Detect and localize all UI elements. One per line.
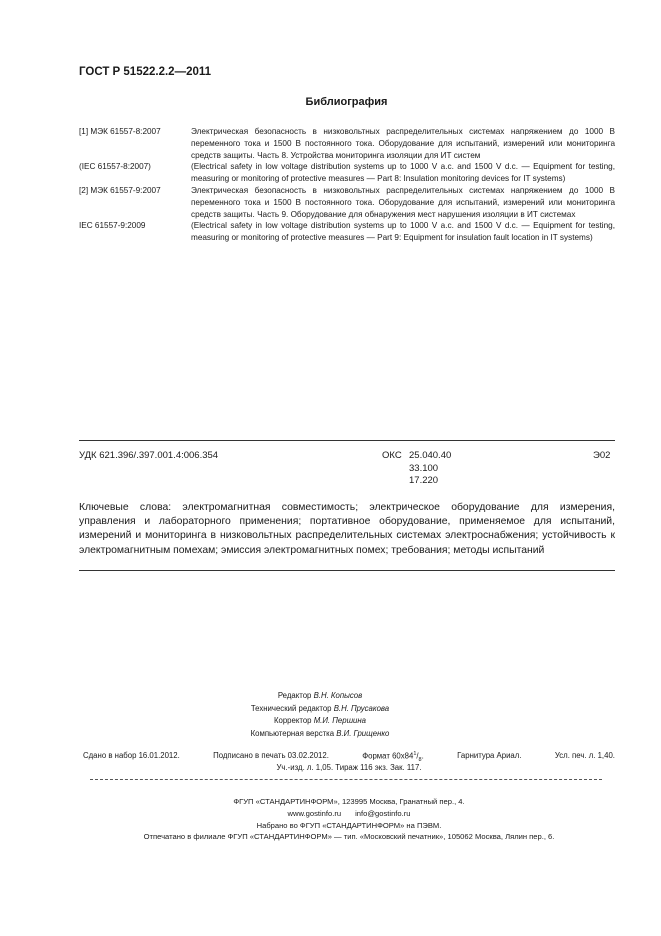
staff-name: В.Н. Прусакова — [333, 703, 390, 713]
staff-line — [160, 715, 480, 728]
sent-date: Сдано в набор 16.01.2012. — [83, 751, 180, 760]
staff-line — [160, 728, 480, 741]
top-rule — [79, 440, 615, 441]
bibliography-text: Электрическая безопасность в низковольтных распределительных системах напряжением до 1000 В переменного тока и 1500 В постоянного тока. Оборудование для испытаний, измерений или мониторинга средств защиты. Часть 8. Устройства мониторинга изоляции для ИТ систем — [191, 127, 615, 160]
udk-code: УДК 621.396/.397.001.4:006.354 — [79, 450, 219, 461]
bibliography-entry — [79, 220, 615, 244]
bibliography-title: Библиография — [305, 96, 388, 108]
staff-name: М.И. Першина — [313, 716, 367, 725]
printed-note: Отпечатано в филиале ФГУП «СТАНДАРТИНФОРМ» — тип. «Московский печатник», 105062 Москва, Лялин пер., 6. — [143, 832, 555, 842]
oks-code: 25.040.40 — [409, 450, 452, 461]
bibliography-text: Электрическая безопасность в низковольтных распределительных системах напряжением до 1000 В переменного тока и 1500 В постоянного тока. Оборудование для испытаний, измерений или мониторинга средств защиты. Часть 9. Оборудование для обнаружения мест нарушения изоляции в ИТ системах — [191, 185, 615, 219]
staff-role: Технический редактор — [250, 703, 332, 713]
bibliography-text: (Electrical safety in low voltage distribution systems up to 1000 V a.c. and 1500 V d.c. — Equipment for testing, measuring or monitoring of protective measures — Part 9: Equipment for insulation fault location in IT systems) — [191, 221, 615, 243]
publishing-line-2: Уч.-изд. л. 1,05. Тираж 116 экз. Зак. 117. — [276, 763, 422, 772]
bibliography-key: (IEC 61557-8:2007) — [79, 162, 151, 172]
staff-line — [160, 690, 480, 703]
oks-codes — [409, 450, 451, 488]
staff-name: В.Н. Копысов — [313, 691, 363, 700]
standard-number: ГОСТ Р 51522.2.2—2011 — [79, 66, 212, 78]
signed-date: Подписано в печать 03.02.2012. — [213, 751, 329, 760]
print-sheets: Усл. печ. л. 1,40. — [554, 751, 615, 760]
e-code: Э02 — [593, 450, 611, 461]
website-link[interactable]: www.gostinfo.ru — [287, 808, 342, 818]
typeset-note: Набрано во ФГУП «СТАНДАРТИНФОРМ» на ПЭВМ. — [256, 820, 442, 830]
staff-role: Редактор — [277, 691, 312, 700]
bibliography-entry — [79, 185, 615, 220]
bibliography-key: IEC 61557-9:2009 — [79, 221, 146, 231]
oks-code: 33.100 — [409, 462, 439, 474]
publisher-contacts — [83, 808, 615, 820]
staff-list — [160, 690, 480, 740]
publishing-line-1 — [83, 751, 615, 763]
publisher-info — [83, 796, 615, 843]
oks-label: ОКС — [382, 450, 402, 461]
bibliography-key: [2] МЭК 61557-9:2007 — [79, 185, 161, 195]
bottom-rule — [79, 570, 615, 571]
oks-code: 17.220 — [409, 475, 439, 486]
email-link[interactable]: info@gostinfo.ru — [355, 808, 411, 818]
bibliography-text: (Electrical safety in low voltage distribution systems up to 1000 V a.c. and 1500 V d.c. — Equipment for testing, measuring or monitoring of protective measures — Part 8: Insulation monitoring devices for IT systems) — [191, 162, 615, 184]
bibliography-list — [79, 126, 615, 244]
paper-format: Формат $60x84^1/_8$. — [362, 751, 424, 764]
bibliography-entry — [79, 126, 615, 161]
keywords: Ключевые слова: электромагнитная совместимость; электрическое оборудование для измерения, управления и лабораторного применения; портативное оборудование, применяемое для испытаний, измерений и мониторинга в низковольтных распределительных системах электроснабжения; устойчивость к электромагнитным помехам; эмиссия электромагнитных помех; требования; методы испытаний — [79, 502, 615, 556]
font-face: Гарнитура Ариал. — [457, 751, 522, 760]
staff-line — [160, 703, 480, 716]
bibliography-key: [1] МЭК 61557-8:2007 — [79, 127, 161, 136]
staff-role: Компьютерная верстка — [250, 728, 335, 738]
staff-name: В.И. Грищенко — [336, 728, 390, 738]
dashed-divider — [90, 779, 602, 780]
staff-role: Корректор — [273, 716, 312, 725]
bibliography-entry — [79, 161, 615, 185]
publisher-address: ФГУП «СТАНДАРТИНФОРМ», 123995 Москва, Гранатный пер., 4. — [233, 797, 465, 806]
